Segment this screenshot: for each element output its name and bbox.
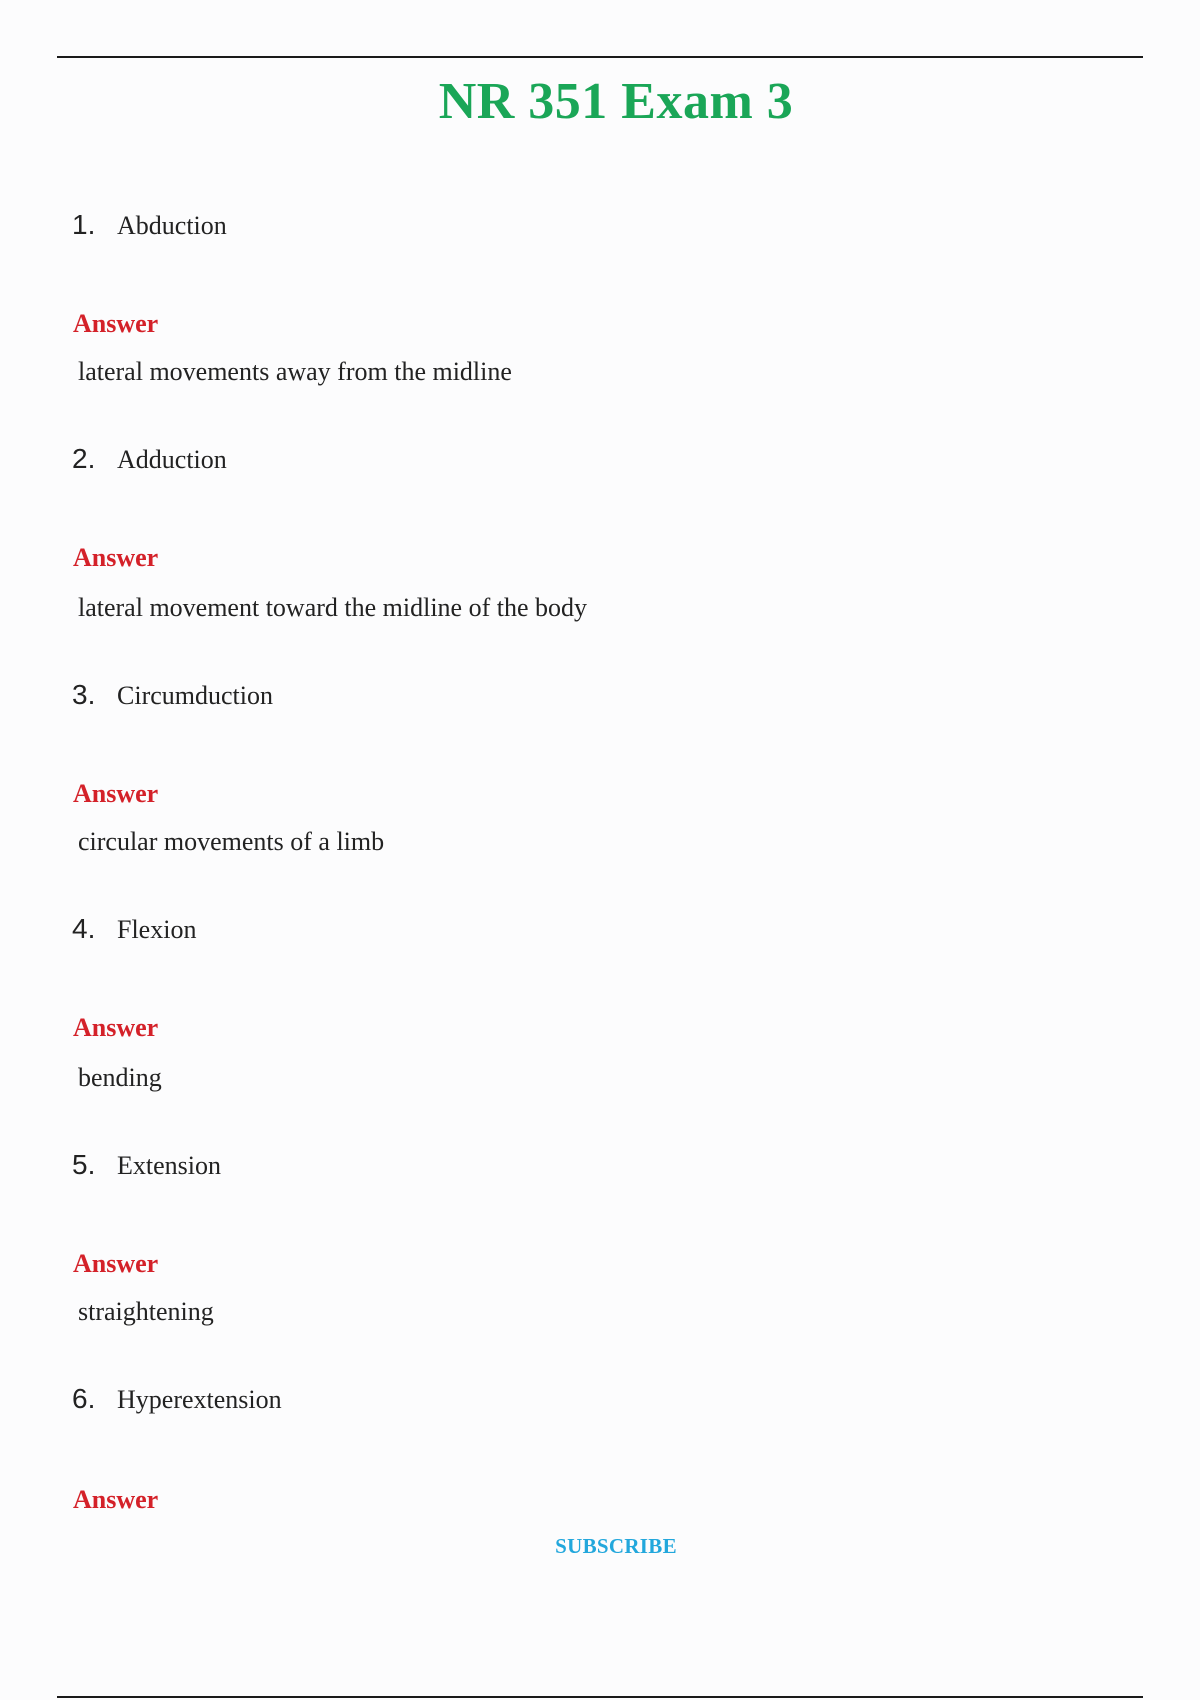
answer-label-1: Answer [73, 309, 159, 338]
answer-label-2: Answer [73, 543, 159, 572]
answer-label-5: Answer [73, 1249, 159, 1278]
question-number: 3. [72, 679, 96, 710]
question-term: Hyperextension [117, 1385, 282, 1414]
question-number: 1. [72, 209, 96, 240]
question-number: 2. [72, 443, 96, 474]
answer-label-3: Answer [73, 779, 159, 808]
answer-label-4: Answer [73, 1013, 159, 1042]
question-number: 5. [72, 1149, 96, 1180]
question-term: Circumduction [117, 681, 273, 710]
question-item-3 [72, 679, 273, 711]
answer-text-5: straightening [78, 1297, 214, 1326]
question-term: Extension [117, 1151, 221, 1180]
question-item-6 [72, 1383, 282, 1415]
subscribe-link[interactable]: SUBSCRIBE [555, 1534, 677, 1558]
question-number: 4. [72, 913, 96, 944]
page-title: NR 351 Exam 3 [438, 73, 794, 130]
answer-text-1: lateral movements away from the midline [78, 357, 512, 386]
answer-text-3: circular movements of a limb [78, 827, 385, 856]
question-item-5 [72, 1149, 221, 1181]
top-rule [57, 56, 1143, 58]
question-item-4 [72, 913, 196, 945]
bottom-rule [57, 1696, 1143, 1698]
answer-label-6: Answer [73, 1485, 159, 1514]
answer-text-2: lateral movement toward the midline of the body [78, 593, 588, 622]
question-term: Adduction [117, 445, 227, 474]
question-term: Abduction [117, 211, 227, 240]
question-item-2 [72, 443, 227, 475]
question-term: Flexion [117, 915, 197, 944]
question-number: 6. [72, 1383, 96, 1414]
answer-text-4: bending [78, 1063, 162, 1092]
question-item-1 [72, 209, 227, 241]
